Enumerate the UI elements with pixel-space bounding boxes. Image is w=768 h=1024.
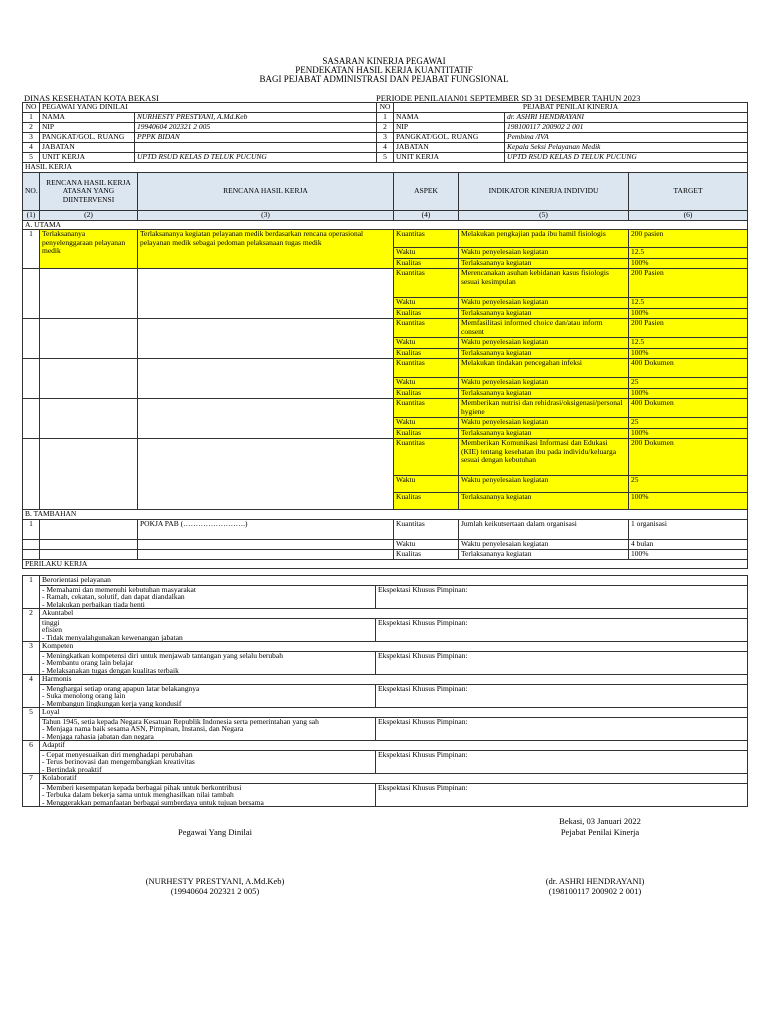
behavior-line: - Melaksanakan tugas dengan kualitas terbaik [42, 665, 179, 675]
aspect: Kuantitas [394, 359, 459, 378]
behavior-detail-row [23, 717, 748, 741]
row-no-empty [23, 269, 40, 319]
work-plan: POKJA PAB (…………………….) [138, 519, 394, 539]
behavior-title: Kolaboratif [40, 774, 748, 784]
employee-unit: UPTD RSUD KELAS D TELUK PUCUNG [135, 153, 377, 163]
target: 200 Pasien [629, 269, 748, 298]
aspect: Waktu [394, 378, 459, 389]
info-no: 3 [377, 133, 394, 143]
aspect: Kualitas [394, 549, 459, 559]
work-plan-empty [138, 319, 394, 359]
employee-position [135, 143, 377, 153]
target: 100% [629, 429, 748, 439]
info-label: PANGKAT/GOL. RUANG [394, 133, 505, 143]
section-tambahan: B. TAMBAHAN [23, 510, 748, 520]
behavior-title: Akuntabel [40, 609, 748, 619]
behavior-no: 7 [23, 774, 40, 807]
assessor-position: Kepala Seksi Pelayanan Medik [505, 143, 748, 153]
behavior-title: Loyal [40, 708, 748, 718]
table-row [23, 439, 748, 476]
behavior-no: 4 [23, 675, 40, 708]
target: 200 pasien [629, 230, 748, 248]
leader-expectation: Ekspektasi Khusus Pimpinan: [376, 651, 748, 675]
employee-info-table [22, 102, 748, 163]
behavior-description [40, 717, 376, 741]
info-row [23, 153, 748, 163]
atasan-plan-empty [40, 439, 138, 510]
behavior-row [23, 609, 748, 619]
behavior-line: - Bertindak proaktif [42, 764, 102, 774]
indicator: Merencanakan asuhan kebidanan kasus fisiologis sesuai kesimpulan [459, 269, 629, 298]
section-utama: A. UTAMA [23, 220, 748, 230]
behavior-row [23, 741, 748, 751]
info-label: NAMA [40, 113, 135, 123]
info-label: NAMA [394, 113, 505, 123]
leader-expectation: Ekspektasi Khusus Pimpinan: [376, 684, 748, 708]
indicator: Terlaksananya kegiatan [459, 349, 629, 359]
info-no: 5 [377, 153, 394, 163]
info-no: 2 [23, 123, 40, 133]
agency-name: DINAS KESEHATAN KOTA BEKASI [24, 93, 159, 103]
aspect: Kualitas [394, 309, 459, 319]
behavior-row [23, 708, 748, 718]
indicator: Melakukan tindakan pencegahan infeksi [459, 359, 629, 378]
col-header-aspek: ASPEK [394, 173, 459, 211]
aspect: Kuantitas [394, 230, 459, 248]
behavior-description [40, 618, 376, 642]
behavior-line: efisien [42, 625, 62, 634]
assessor-signature-name: (dr. ASHRI HENDRAYANI) [545, 876, 645, 886]
table-row [23, 230, 748, 248]
aspect: Waktu [394, 338, 459, 349]
info-label: NIP [40, 123, 135, 133]
behavior-row [23, 774, 748, 784]
target: 100% [629, 349, 748, 359]
assessor-role: Pejabat Penilai Kinerja [560, 827, 640, 837]
atasan-plan-empty [40, 539, 138, 549]
target: 1 organisasi [629, 519, 748, 539]
aspect: Kualitas [394, 349, 459, 359]
table-row [23, 519, 748, 539]
col-number: (1) [23, 211, 40, 221]
assessment-period: PERIODE PENILAIAN01 SEPTEMBER SD 31 DESEMBER TAHUN 2023 [376, 93, 641, 103]
behavior-line: tinggi [42, 618, 60, 627]
row-no-empty [23, 399, 40, 439]
info-row [23, 133, 748, 143]
aspect: Kuantitas [394, 399, 459, 418]
work-plan-empty [138, 439, 394, 510]
target: 4 bulan [629, 539, 748, 549]
behavior-line: - Menjaga nama baik sesama ASN, Pimpinan, Instansi, dan Negara [42, 724, 244, 733]
behavior-line: Tahun 1945, setia kepada Negara Kesatuan Republik Indonesia serta pemerintahan yang sah [42, 717, 319, 726]
behavior-detail-row [23, 750, 748, 774]
leader-expectation: Ekspektasi Khusus Pimpinan: [376, 783, 748, 807]
target: 12.5 [629, 298, 748, 309]
col-header-no: NO. [23, 173, 40, 211]
aspect: Waktu [394, 248, 459, 259]
behavior-detail-row [23, 618, 748, 642]
table-row [23, 359, 748, 378]
behavior-detail-row [23, 684, 748, 708]
behavior-table [22, 575, 748, 807]
row-no: 1 [23, 230, 40, 269]
aspect: Kualitas [394, 259, 459, 269]
aspect: Kualitas [394, 493, 459, 510]
info-no: 1 [23, 113, 40, 123]
section-perilaku: PERILAKU KERJA [23, 559, 748, 569]
indicator: Terlaksananya kegiatan [459, 429, 629, 439]
behavior-no: 5 [23, 708, 40, 741]
atasan-plan-empty [40, 549, 138, 559]
assessor-nip: 198100117 200902 2 001 [505, 123, 748, 133]
assessor-name: dr. ASHRI HENDRAYANI [505, 113, 748, 123]
behavior-detail-row [23, 651, 748, 675]
behavior-title: Berorientasi pelayanan [40, 576, 748, 586]
employee-signature-name: (NURHESTY PRESTYANI, A.Md.Keb) [145, 876, 285, 886]
atasan-plan-empty [40, 269, 138, 319]
row-no-empty [23, 439, 40, 510]
behavior-detail-row [23, 585, 748, 609]
behavior-description [40, 651, 376, 675]
target: 100% [629, 493, 748, 510]
table-row [23, 319, 748, 338]
behavior-row [23, 576, 748, 586]
table-row [23, 549, 748, 559]
doc-title-1: SASARAN KINERJA PEGAWAI [322, 56, 446, 66]
row-no-empty [23, 549, 40, 559]
target: 100% [629, 309, 748, 319]
behavior-no: 2 [23, 609, 40, 642]
target: 100% [629, 549, 748, 559]
indicator: Memberikan Komunikasi Informasi dan Edukasi (KIE) tentang kesehatan ibu pada individu/keluarga sesuai dengan kebutuhan [459, 439, 629, 476]
indicator: Waktu penyelesaian kegiatan [459, 298, 629, 309]
target: 12.5 [629, 248, 748, 259]
info-label: NIP [394, 123, 505, 133]
row-no-empty [23, 539, 40, 549]
info-label: UNIT KERJA [394, 153, 505, 163]
row-no-empty [23, 319, 40, 359]
behavior-title: Kompeten [40, 642, 748, 652]
behavior-line: - Suka menolong orang lain [42, 691, 126, 700]
col-header-atasan: RENCANA HASIL KERJA ATASAN YANG DIINTERVENSI [40, 173, 138, 211]
target: 400 Dokumen [629, 359, 748, 378]
col-number: (2) [40, 211, 138, 221]
aspect: Kuantitas [394, 519, 459, 539]
target: 200 Pasien [629, 319, 748, 338]
aspect: Waktu [394, 418, 459, 429]
indicator: Waktu penyelesaian kegiatan [459, 248, 629, 259]
indicator: Terlaksananya kegiatan [459, 389, 629, 399]
behavior-no: 3 [23, 642, 40, 675]
assessor-unit: UPTD RSUD KELAS D TELUK PUCUNG [505, 153, 748, 163]
table-row [23, 539, 748, 549]
leader-expectation: Ekspektasi Khusus Pimpinan: [376, 618, 748, 642]
aspect: Kuantitas [394, 439, 459, 476]
aspect: Kuantitas [394, 269, 459, 298]
behavior-description [40, 783, 376, 807]
behavior-line: - Menghargai setiap orang apapun latar belakangnya [42, 684, 200, 693]
employee-nip: 19940604 202321 2 005 [135, 123, 377, 133]
aspect: Waktu [394, 476, 459, 493]
indicator: Terlaksananya kegiatan [459, 259, 629, 269]
behavior-title: Harmonis [40, 675, 748, 685]
info-no: 2 [377, 123, 394, 133]
aspect: Kualitas [394, 389, 459, 399]
behavior-description [40, 585, 376, 609]
leader-expectation: Ekspektasi Khusus Pimpinan: [376, 585, 748, 609]
behavior-line: - Menjaga rahasia jabatan dan negara [42, 731, 154, 741]
behavior-line: - Membangun lingkungan kerja yang kondusif [42, 698, 182, 708]
aspect: Kualitas [394, 429, 459, 439]
col-number: (4) [394, 211, 459, 221]
doc-title-3: BAGI PEJABAT ADMINISTRASI DAN PEJABAT FUNGSIONAL [259, 74, 509, 84]
info-label: PANGKAT/GOL. RUANG [40, 133, 135, 143]
work-plan-empty [138, 269, 394, 319]
behavior-description [40, 684, 376, 708]
behavior-no: 1 [23, 576, 40, 609]
assessor-rank: Pembina /IVA [505, 133, 748, 143]
work-results-table [22, 162, 748, 569]
col-number: (6) [629, 211, 748, 221]
info-no: 4 [23, 143, 40, 153]
row-no: 1 [23, 519, 40, 539]
target: 100% [629, 259, 748, 269]
target: 400 Dokumen [629, 399, 748, 418]
behavior-line: - Melakukan perbaikan tiada henti [42, 599, 145, 609]
behavior-line: - Membantu orang lain belajar [42, 658, 134, 667]
indicator: Waktu penyelesaian kegiatan [459, 378, 629, 389]
atasan-plan-empty [40, 519, 138, 539]
indicator: Memberikan nutrisi dan rehidrasi/oksigenasi/personal hygiene [459, 399, 629, 418]
aspect: Kuantitas [394, 319, 459, 338]
info-row [23, 143, 748, 153]
info-row [23, 123, 748, 133]
aspect: Waktu [394, 539, 459, 549]
behavior-description [40, 750, 376, 774]
target: 25 [629, 418, 748, 429]
work-plan-empty [138, 549, 394, 559]
target: 25 [629, 476, 748, 493]
info-no: 5 [23, 153, 40, 163]
col-header-rencana: RENCANA HASIL KERJA [138, 173, 394, 211]
indicator: Melakukan pengkajian pada ibu hamil fisiologis [459, 230, 629, 248]
behavior-line: - Terbuka dalam bekerja sama untuk menghasilkan nilai tambah [42, 790, 234, 799]
indicator: Waktu penyelesaian kegiatan [459, 476, 629, 493]
behavior-line: - Cepat menyesuaikan diri menghadapi perubahan [42, 750, 193, 759]
behavior-detail-row [23, 783, 748, 807]
indicator: Waktu penyelesaian kegiatan [459, 539, 629, 549]
col-number: (3) [138, 211, 394, 221]
behavior-line: - Ramah, cekatan, solutif, dan dapat diandalkan [42, 592, 185, 601]
info-label: JABATAN [394, 143, 505, 153]
behavior-title: Adaptif [40, 741, 748, 751]
info-no: 3 [23, 133, 40, 143]
indicator: Terlaksananya kegiatan [459, 493, 629, 510]
doc-title-2: PENDEKATAN HASIL KERJA KUANTITATIF [295, 65, 473, 75]
table-row [23, 399, 748, 418]
row-no-empty [23, 359, 40, 399]
place-date: Bekasi, 03 Januari 2022 [559, 816, 641, 826]
leader-expectation: Ekspektasi Khusus Pimpinan: [376, 750, 748, 774]
atasan-plan: Terlaksananya penyelenggaraan pelayanan medik [40, 230, 138, 269]
info-label: JABATAN [40, 143, 135, 153]
info-row [23, 113, 748, 123]
behavior-line: - Tidak menyalahgunakan kewenangan jabatan [42, 632, 183, 642]
employee-rank: PPPK BIDAN [135, 133, 377, 143]
col-header-indikator: INDIKATOR KINERJA INDIVIDU [459, 173, 629, 211]
leader-expectation: Ekspektasi Khusus Pimpinan: [376, 717, 748, 741]
behavior-row [23, 642, 748, 652]
aspect: Waktu [394, 298, 459, 309]
behavior-line: - Terus berinovasi dan mengembangkan kreativitas [42, 757, 195, 766]
target: 25 [629, 378, 748, 389]
indicator: Terlaksananya kegiatan [459, 309, 629, 319]
target: 100% [629, 389, 748, 399]
col-header-target: TARGET [629, 173, 748, 211]
behavior-line: - Memahami dan memenuhi kebutuhan masyarakat [42, 585, 196, 594]
behavior-line: - Menggerakkan pemanfaatan berbagai sumberdaya untuk tujuan bersama [42, 797, 264, 807]
col-number: (5) [459, 211, 629, 221]
employee-role: Pegawai Yang Dinilai [178, 827, 252, 837]
behavior-line: - Memberi kesempatan kepada berbagai pihak untuk berkontribusi [42, 783, 242, 792]
indicator: Jumlah keikutsertaan dalam organisasi [459, 519, 629, 539]
work-plan-empty [138, 539, 394, 549]
indicator: Terlaksananya kegiatan [459, 549, 629, 559]
atasan-plan-empty [40, 399, 138, 439]
work-plan: Terlaksananya kegiatan pelayanan medik berdasarkan rencana operasional pelayanan medik sebagai pedoman pelaksanaan tugas medik [138, 230, 394, 269]
behavior-no: 6 [23, 741, 40, 774]
target: 12.5 [629, 338, 748, 349]
atasan-plan-empty [40, 319, 138, 359]
behavior-row [23, 675, 748, 685]
atasan-plan-empty [40, 359, 138, 399]
work-plan-empty [138, 359, 394, 399]
table-row [23, 269, 748, 298]
info-label: UNIT KERJA [40, 153, 135, 163]
assessor-header: PEJABAT PENILAI KINERJA [394, 103, 748, 113]
section-hasil-kerja: HASIL KERJA [23, 163, 748, 173]
indicator: Waktu penyelesaian kegiatan [459, 338, 629, 349]
employee-signature-nip: (19940604 202321 2 005) [170, 886, 260, 896]
indicator: Memfasilitasi informed choice dan/atau inform consent [459, 319, 629, 338]
info-no-header: NO [23, 103, 40, 113]
target: 200 Dokumen [629, 439, 748, 476]
work-plan-empty [138, 399, 394, 439]
employee-name: NURHESTY PRESTYANI, A.Md.Keb [135, 113, 377, 123]
info-no: 1 [377, 113, 394, 123]
info-no: 4 [377, 143, 394, 153]
assessor-signature-nip: (198100117 200902 2 001) [548, 886, 642, 896]
info-no-header-right: NO [377, 103, 394, 113]
employee-header: PEGAWAI YANG DINILAI [40, 103, 377, 113]
indicator: Waktu penyelesaian kegiatan [459, 418, 629, 429]
behavior-line: - Meningkatkan kompetensi diri untuk menjawab tantangan yang selalu berubah [42, 651, 283, 660]
